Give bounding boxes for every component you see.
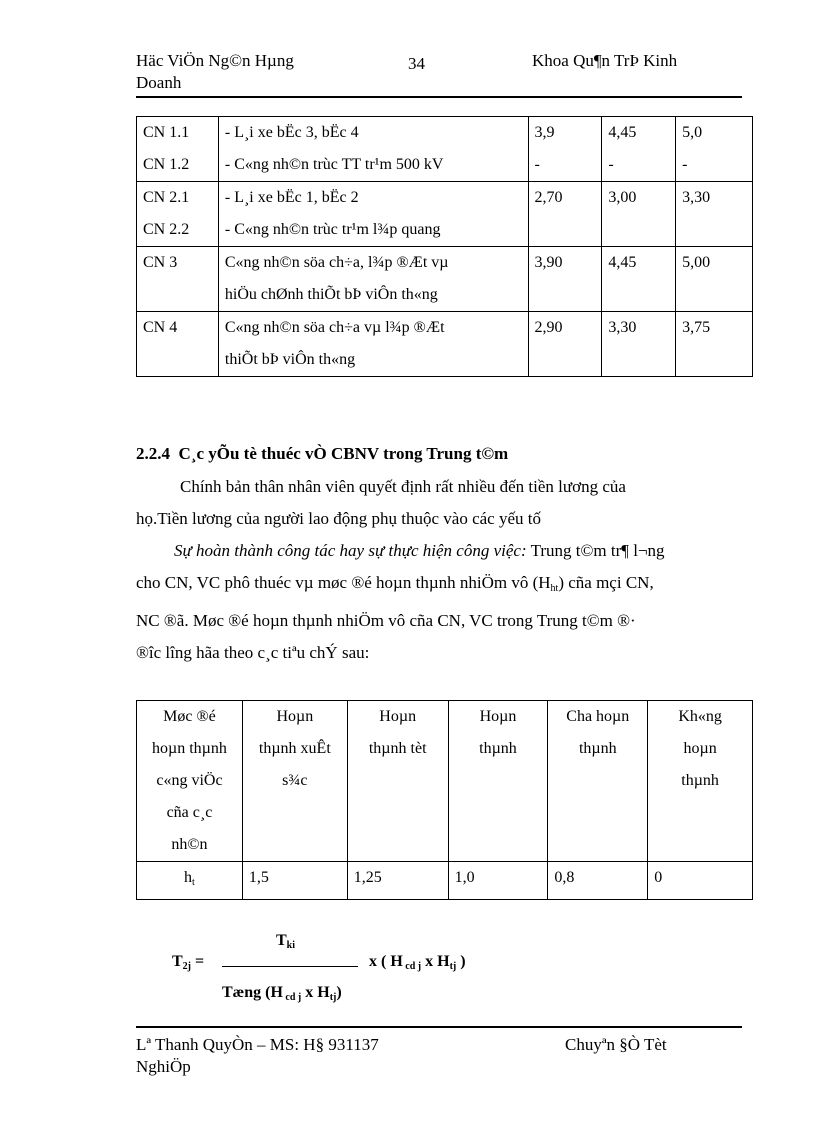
value-cell: 1,5 (242, 862, 347, 900)
footer-rule (136, 1026, 742, 1028)
header-cell: Hoµn thµnh (448, 701, 548, 862)
formula-numerator: $T_{ki}$ (276, 932, 296, 951)
formula-multiplier: x ( H $_{cd j}$ x $H_{tj}$ ) (369, 953, 466, 972)
footer-left-line2: NghiÖp (136, 1057, 191, 1076)
footer-left (136, 1034, 379, 1078)
header-left-line1: Häc ViÖn Ng©n Hµng (136, 51, 294, 70)
value-cell: 5,00 (676, 247, 753, 312)
header-cell: Møc ®é hoµn thµnh c«ng viÖc cña c¸c nh©n (137, 701, 243, 862)
code-cell: CN 2.1 CN 2.2 (137, 182, 219, 247)
table-row (137, 862, 753, 900)
salary-coefficient-table (136, 116, 753, 377)
code-cell: CN 1.1 CN 1.2 (137, 117, 219, 182)
value-cell: 2,90 (528, 312, 602, 377)
header-cell: Cha hoµn thµnh (548, 701, 648, 862)
para2-line4: ®îc lîng hãa theo c¸c tiªu chÝ sau: (136, 643, 370, 662)
section-number: 2.2.4 (136, 444, 170, 463)
header-cell: Hoµn thµnh tèt (347, 701, 448, 862)
value-cell: 3,00 (602, 182, 676, 247)
value-cell: 5,0 - (676, 117, 753, 182)
code-cell: CN 4 (137, 312, 219, 377)
header-right: Khoa Qu¶n TrÞ Kinh (532, 51, 678, 70)
value-cell: 0 (648, 862, 753, 900)
code-cell: CN 3 (137, 247, 219, 312)
formula-lhs: $T_{2j}$ = (172, 953, 205, 972)
header-rule (136, 96, 742, 98)
description-cell: - L¸i xe bËc 1, bËc 2 - C«ng nh©n trùc tr¹m l¾p quang (218, 182, 528, 247)
para1-line2: họ.Tiền lương của người lao động phụ thuộc vào các yếu tố (136, 509, 541, 528)
body-paragraph (136, 471, 738, 669)
value-cell: 0,8 (548, 862, 648, 900)
description-cell: C«ng nh©n söa ch÷a, l¾p ®Æt vµ hiÖu chØnh thiÕt bÞ viÔn th«ng (218, 247, 528, 312)
description-cell: C«ng nh©n söa ch÷a vµ l¾p ®Æt thiÕt bÞ viÔn th«ng (218, 312, 528, 377)
header-left-line2: Doanh (136, 73, 182, 92)
table-row (137, 117, 753, 182)
para2-line2: cho CN, VC phô thuéc vµ møc ®é hoµn thµnh nhiÖm vô $(H_{ht})$ cña mçi CN, (136, 573, 654, 594)
value-cell: 3,9 - (528, 117, 602, 182)
value-cell: 4,45 (602, 247, 676, 312)
table-header-row (137, 701, 753, 862)
description-cell: - L¸i xe bËc 3, bËc 4 - C«ng nh©n trùc TT tr¹m 500 kV (218, 117, 528, 182)
section-title: C¸c yÕu tè thuéc vÒ CBNV trong Trung t©m (178, 444, 509, 463)
fraction-bar (222, 966, 358, 967)
header-cell: Kh«ng hoµn thµnh (648, 701, 753, 862)
completion-level-table (136, 700, 753, 900)
para2-line1: Sự hoàn thành công tác hay sự thực hiện công việc: Trung t©m tr¶ l¬ng (174, 541, 665, 560)
footer-right: Chuyªn §Ò Tèt (565, 1035, 667, 1054)
value-cell: 3,75 (676, 312, 753, 377)
para1-line1: Chính bản thân nhân viên quyết định rất nhiều đến tiền lương của (180, 477, 626, 496)
row-label-cell: $h_t$ (137, 862, 243, 900)
section-heading (136, 444, 508, 464)
value-cell: 3,30 (602, 312, 676, 377)
value-cell: 3,90 (528, 247, 602, 312)
table-row (137, 182, 753, 247)
page-number: 34 (408, 54, 425, 73)
para2-line3: NC ®ã. Møc ®é hoµn thµnh nhiÖm vô cña CN, VC trong Trung t©m ®· (136, 611, 636, 630)
value-cell: 1,25 (347, 862, 448, 900)
table-row (137, 247, 753, 312)
value-cell: 2,70 (528, 182, 602, 247)
table-row (137, 312, 753, 377)
header-cell: Hoµn thµnh xuÊt s¾c (242, 701, 347, 862)
footer-left-line1: Lª Thanh QuyÒn – MS: H§ 931137 (136, 1035, 379, 1054)
formula-denominator: Tæng (H $_{cd j}$ x $H_{tj}$) (222, 984, 342, 1003)
value-cell: 1,0 (448, 862, 548, 900)
header-left (136, 50, 294, 94)
value-cell: 4,45 - (602, 117, 676, 182)
value-cell: 3,30 (676, 182, 753, 247)
